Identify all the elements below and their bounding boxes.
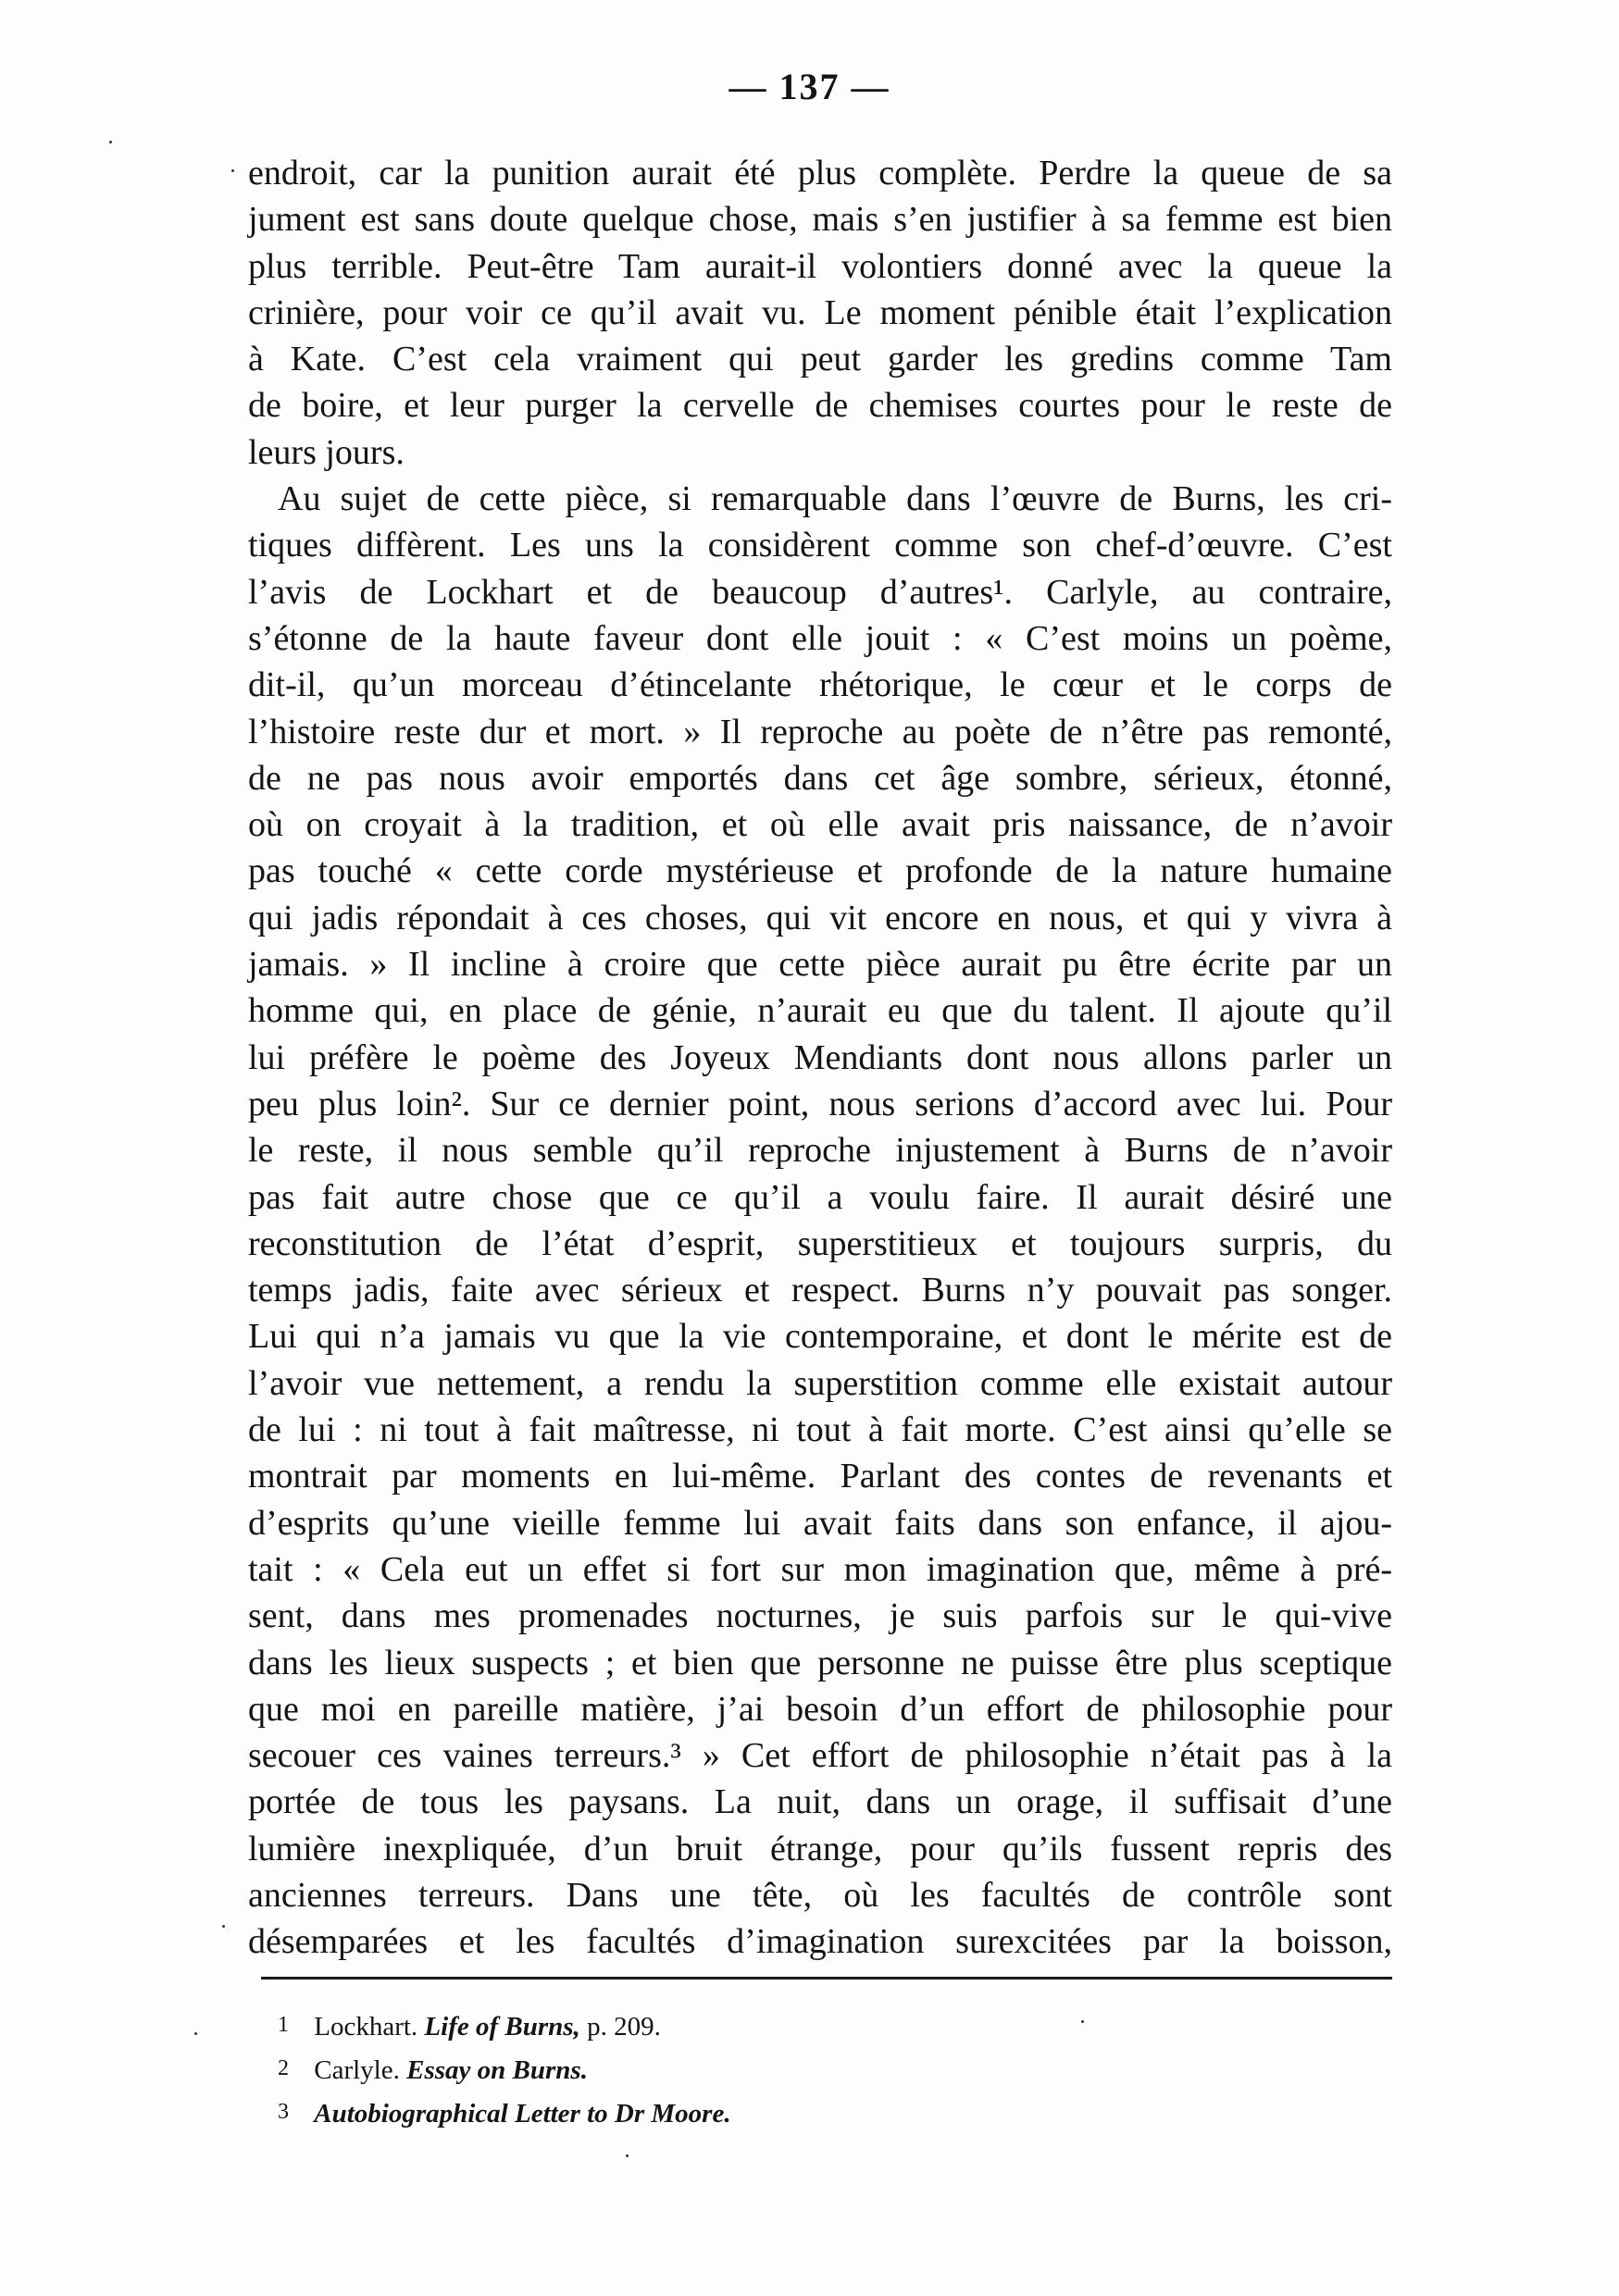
footnote bbox=[278, 2004, 1342, 2047]
paragraph bbox=[248, 476, 1392, 1966]
text-line: temps jadis, faite avec sérieux et respect. Burns n’y pouvait pas songer. bbox=[248, 1271, 1392, 1310]
footnote-title: Autobiographical Letter to Dr Moore. bbox=[314, 2099, 731, 2128]
text-line: d’esprits qu’une vieille femme lui avait faits dans son enfance, il ajou- bbox=[248, 1503, 1392, 1543]
text-line: Au sujet de cette pièce, si remarquable dans l’œuvre de Burns, les cri- bbox=[278, 479, 1392, 519]
paper-speck bbox=[626, 2154, 629, 2157]
text-line: à Kate. C’est cela vraiment qui peut garder les gredins comme Tam bbox=[248, 340, 1392, 379]
footnote-author: Lockhart. bbox=[314, 2012, 418, 2042]
text-line: anciennes terreurs. Dans une tête, où les facultés de contrôle sont bbox=[248, 1875, 1392, 1915]
text-line: l’histoire reste dur et mort. » Il reproche au poète de n’être pas remonté, bbox=[248, 712, 1392, 751]
footnote-rest: p. 209. bbox=[587, 2012, 661, 2042]
text-line: peu plus loin². Sur ce dernier point, nous serions d’accord avec lui. Pour bbox=[248, 1084, 1392, 1123]
text-line: tait : « Cela eut un effet si fort sur mon imagination que, même à pré- bbox=[248, 1549, 1392, 1589]
text-line: que moi en pareille matière, j’ai besoin d’un effort de philosophie pour bbox=[248, 1689, 1392, 1729]
text-line: sent, dans mes promenades nocturnes, je suis parfois sur le qui-vive bbox=[248, 1596, 1392, 1636]
text-line: s’étonne de la haute faveur dont elle jouit : « C’est moins un poème, bbox=[248, 618, 1392, 658]
text-line: Lui qui n’a jamais vu que la vie contemporaine, et dont le mérite est de bbox=[248, 1317, 1392, 1357]
paper-speck bbox=[1081, 2020, 1084, 2023]
text-line: le reste, il nous semble qu’il reproche injustement à Burns de n’avoir bbox=[248, 1131, 1392, 1171]
text-line: jument est sans doute quelque chose, mais s’en justifier à sa femme est bien bbox=[248, 200, 1392, 240]
footnote bbox=[278, 2091, 1342, 2134]
footnote-number: 2 bbox=[278, 2056, 289, 2080]
text-line: secouer ces vaines terreurs.³ » Cet effort de philosophie n’était pas à la bbox=[248, 1736, 1392, 1776]
paper-speck bbox=[194, 2032, 197, 2035]
paragraph bbox=[248, 150, 1392, 476]
text-line: pas fait autre chose que ce qu’il a voulu faire. Il aurait désiré une bbox=[248, 1177, 1392, 1217]
text-line: lui préfère le poème des Joyeux Mendiants dont nous allons parler un bbox=[248, 1037, 1392, 1077]
footnote-title: Life of Burns, bbox=[424, 2012, 580, 2042]
text-line: endroit, car la punition aurait été plus complète. Perdre la queue de sa bbox=[248, 154, 1392, 192]
footnote bbox=[278, 2047, 1342, 2091]
footnote-title: Essay on Burns. bbox=[406, 2055, 588, 2085]
text-line: dit-il, qu’un morceau d’étincelante rhétorique, le cœur et le corps de bbox=[248, 665, 1392, 705]
text-line: de boire, et leur purger la cervelle de chemises courtes pour le reste de bbox=[248, 386, 1392, 426]
text-line: homme qui, en place de génie, n’aurait eu que du talent. Il ajoute qu’il bbox=[248, 991, 1392, 1031]
footnote-author: Carlyle. bbox=[314, 2055, 400, 2085]
text-line: jamais. » Il incline à croire que cette pièce aurait pu être écrite par un bbox=[248, 945, 1392, 985]
paper-speck bbox=[222, 1925, 225, 1928]
text-line: de lui : ni tout à fait maîtresse, ni tout à fait morte. C’est ainsi qu’elle se bbox=[248, 1410, 1392, 1450]
text-line: dans les lieux suspects ; et bien que personne ne puisse être plus sceptique bbox=[248, 1643, 1392, 1682]
text-line: leurs jours. bbox=[248, 432, 405, 472]
text-line: de ne pas nous avoir emportés dans cet âge sombre, sérieux, étonné, bbox=[248, 758, 1392, 798]
body-text bbox=[248, 150, 1392, 1966]
text-line: reconstitution de l’état d’esprit, superstitieux et toujours surpris, du bbox=[248, 1223, 1392, 1263]
text-line: l’avoir vue nettement, a rendu la superstition comme elle existait autour bbox=[248, 1363, 1392, 1403]
paper-speck bbox=[231, 169, 234, 172]
text-line: l’avis de Lockhart et de beaucoup d’autres¹. Carlyle, au contraire, bbox=[248, 572, 1392, 612]
text-line: qui jadis répondait à ces choses, qui vit encore en nous, et qui y vivra à bbox=[248, 898, 1392, 937]
text-line: montrait par moments en lui-même. Parlant des contes de revenants et bbox=[248, 1457, 1392, 1496]
text-line: tiques diffèrent. Les uns la considèrent comme son chef-d’œuvre. C’est bbox=[248, 526, 1392, 565]
footnote-number: 3 bbox=[278, 2100, 289, 2124]
text-line: portée de tous les paysans. La nuit, dans un orage, il suffisait d’une bbox=[248, 1782, 1392, 1822]
footnote-rule bbox=[261, 1977, 1392, 1980]
text-line: désemparées et les facultés d’imagination surexcitées par la boisson, bbox=[248, 1922, 1392, 1962]
text-line: où on croyait à la tradition, et où elle avait pris naissance, de n’avoir bbox=[248, 805, 1392, 845]
text-line: lumière inexpliquée, d’un bruit étrange, pour qu’ils fussent repris des bbox=[248, 1829, 1392, 1868]
page-number: — 137 — bbox=[729, 66, 890, 107]
text-line: crinière, pour voir ce qu’il avait vu. Le moment pénible était l’explication bbox=[248, 292, 1392, 332]
paper-speck bbox=[109, 141, 112, 143]
text-line: plus terrible. Peut-être Tam aurait-il volontiers donné avec la queue la bbox=[248, 246, 1392, 286]
footnote-number: 1 bbox=[278, 2013, 289, 2037]
text-line: pas touché « cette corde mystérieuse et profonde de la nature humaine bbox=[248, 851, 1392, 891]
footnotes bbox=[278, 2004, 1342, 2134]
